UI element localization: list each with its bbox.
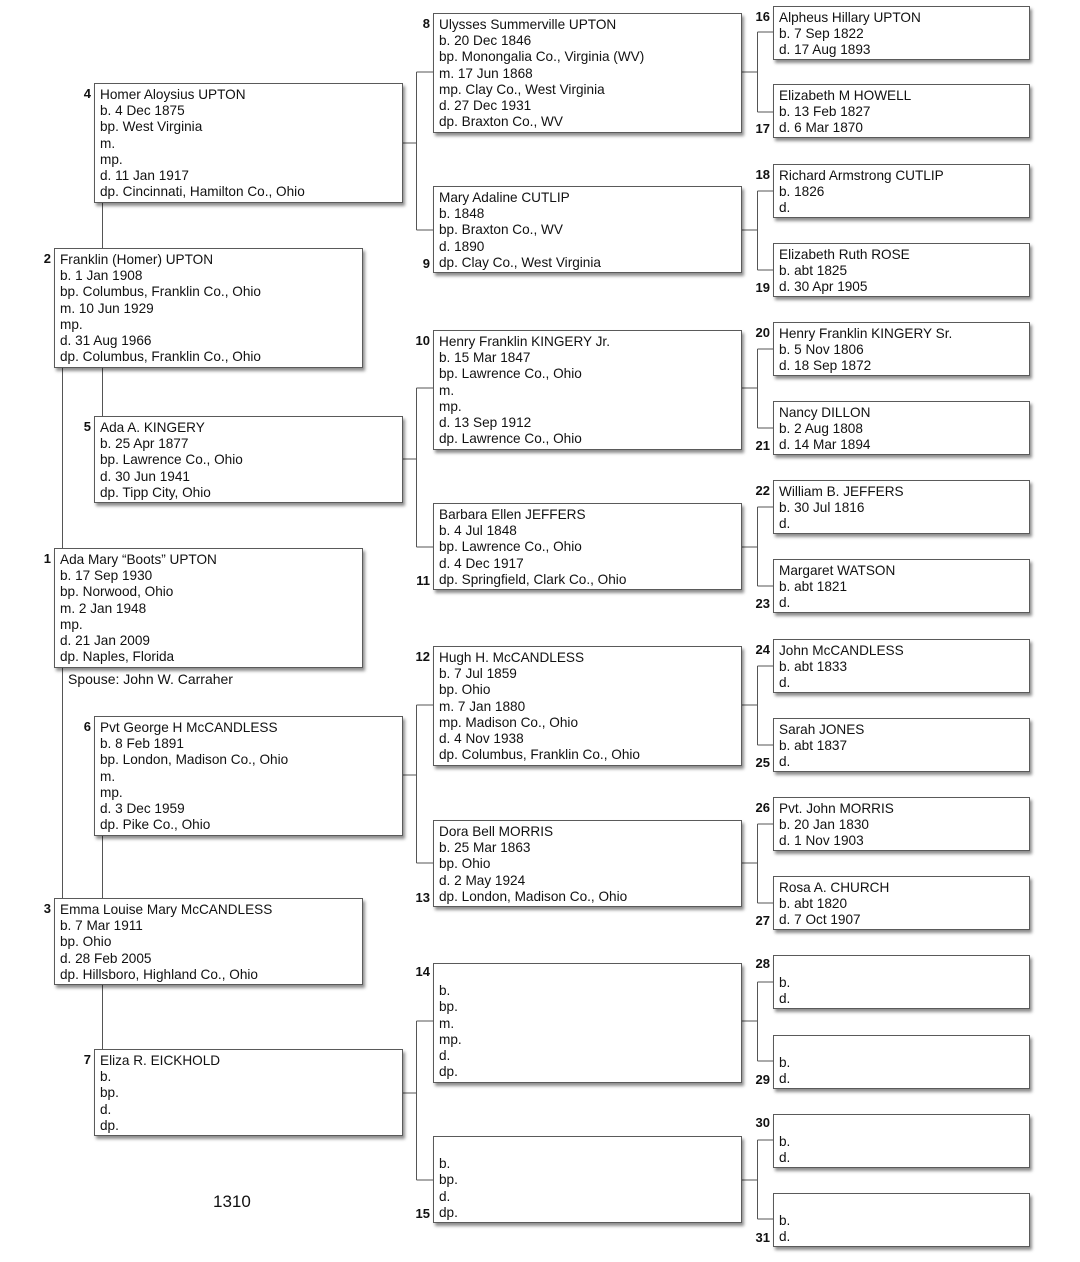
person-detail: bp. Ohio [60,934,112,950]
person-number-8: 8 [422,16,430,31]
person-detail: bp. [439,1172,458,1188]
connector-8 [742,32,773,112]
person-number-1: 1 [43,551,51,566]
person-number-10: 10 [415,333,430,348]
person-detail: bp. Norwood, Ohio [60,584,174,600]
person-box-9 [433,186,742,273]
person-name: Eliza R. EICKHOLD [100,1053,221,1068]
person-detail: b. 7 Sep 1822 [779,26,864,42]
person-detail: m. [439,1015,455,1031]
person-detail: d. 14 Mar 1894 [779,437,871,453]
person-detail: b. abt 1821 [779,579,848,595]
person-number-21: 21 [755,438,770,453]
person-detail: b. [439,983,451,999]
person-detail: b. 2 Aug 1808 [779,421,863,437]
person-detail: mp. Clay Co., West Virginia [439,81,605,97]
connector-10 [742,349,773,428]
person-detail: dp. [100,1117,119,1133]
person-detail: b. 4 Dec 1875 [100,103,185,119]
person-number-28: 28 [755,956,770,971]
person-detail: d. 30 Jun 1941 [100,468,190,484]
person-box-27 [773,876,1030,930]
person-name: Elizabeth M HOWELL [779,88,912,103]
person-name [779,1118,1024,1134]
person-detail: dp. Springfield, Clark Co., Ohio [439,571,627,587]
person-detail: b. 17 Sep 1930 [60,568,153,584]
person-number-7: 7 [83,1052,91,1067]
person-number-24: 24 [755,642,770,657]
person-detail: dp. Columbus, Franklin Co., Ohio [60,349,261,365]
person-name: Ulysses Summerville UPTON [439,17,617,32]
person-detail: dp. [439,1204,458,1220]
person-detail: d. [779,200,791,216]
person-detail: d. 7 Oct 1907 [779,912,861,928]
person-detail: m. [439,382,455,398]
connector-12 [742,666,773,745]
person-detail: dp. Naples, Florida [60,649,175,665]
person-name: Homer Aloysius UPTON [100,87,246,102]
person-detail: b. 25 Apr 1877 [100,436,189,452]
person-detail: d. 13 Sep 1912 [439,415,532,430]
person-detail: dp. Tipp City, Ohio [100,484,211,500]
person-detail: mp. [439,1031,462,1047]
connector-14 [742,982,773,1061]
person-name: Henry Franklin KINGERY Sr. [779,326,953,341]
person-box-21 [773,401,1030,455]
person-detail: dp. Columbus, Franklin Co., Ohio [439,747,640,763]
connector-5 [402,388,433,547]
person-box-12 [433,646,742,766]
person-detail: dp. London, Madison Co., Ohio [439,888,628,904]
person-box-22 [773,480,1030,534]
person-detail: b. 1848 [439,206,485,222]
connector-7 [402,1021,433,1180]
person-detail: b. 1 Jan 1908 [60,268,143,284]
person-box-30 [773,1114,1030,1168]
person-box-26 [773,797,1030,851]
person-detail: dp. Lawrence Co., Ohio [439,431,582,447]
person-number-15: 15 [415,1206,430,1221]
person-detail: d. 1890 [439,238,485,254]
person-detail: d. [100,1101,112,1117]
person-name: William B. JEFFERS [779,484,904,499]
person-name: Henry Franklin KINGERY Jr. [439,334,610,349]
person-detail: bp. Ohio [439,856,491,872]
person-detail: b. 25 Mar 1863 [439,840,531,856]
person-detail: mp. [100,784,123,800]
person-box-3 [54,898,363,985]
person-detail: b. 7 Jul 1859 [439,666,517,682]
person-name: Ada A. KINGERY [100,420,205,435]
person-number-30: 30 [755,1115,770,1130]
person-number-18: 18 [755,167,770,182]
person-detail: bp. [100,1085,119,1101]
person-box-20 [773,322,1030,376]
person-number-3: 3 [43,901,51,916]
person-name: Nancy DILLON [779,405,871,420]
person-name: Elizabeth Ruth ROSE [779,247,910,262]
person-box-23 [773,559,1030,613]
person-detail: d. 27 Dec 1931 [439,98,532,113]
person-detail: mp. [60,316,83,332]
person-number-11: 11 [416,573,430,588]
person-detail: mp. [100,151,123,167]
person-name: Ada Mary “Boots” UPTON [60,552,217,567]
person-name [779,1039,1024,1055]
person-detail: bp. West Virginia [100,119,203,135]
person-number-22: 22 [755,483,770,498]
person-number-9: 9 [422,256,430,271]
spouse-label: Spouse: John W. Carraher [68,671,233,687]
person-detail: b. 4 Jul 1848 [439,523,517,539]
person-number-12: 12 [415,649,430,664]
person-detail: b. 20 Dec 1846 [439,33,532,49]
person-detail: b. [779,1055,791,1071]
person-detail: m. 2 Jan 1948 [60,600,147,616]
person-number-29: 29 [755,1072,770,1087]
person-number-4: 4 [83,86,91,101]
person-number-27: 27 [755,913,770,928]
person-number-5: 5 [83,419,91,434]
person-detail: b. 7 Mar 1911 [60,918,143,934]
person-detail: b. abt 1825 [779,263,848,279]
person-name: Richard Armstrong CUTLIP [779,168,944,183]
connector-11 [742,507,773,586]
person-detail: mp. [60,616,83,632]
person-number-20: 20 [755,325,770,340]
person-detail: bp. Lawrence Co., Ohio [100,452,243,468]
person-box-5 [94,416,403,503]
person-box-29 [773,1035,1030,1089]
person-number-26: 26 [755,800,770,815]
connector-9 [742,191,773,270]
person-detail: b. [439,1156,451,1172]
person-box-15 [433,1136,742,1223]
person-detail: m. [100,768,116,784]
person-detail: b. [779,1213,791,1229]
person-name: Alpheus Hillary UPTON [779,10,921,25]
person-number-23: 23 [755,596,770,611]
person-box-1 [54,548,363,668]
person-detail: bp. [439,999,458,1015]
person-name [779,1197,1024,1213]
person-detail: d. 17 Aug 1893 [779,42,871,58]
person-number-25: 25 [755,755,770,770]
page-number: 1310 [213,1192,251,1211]
person-detail: d. 6 Mar 1870 [779,120,863,136]
person-box-24 [773,639,1030,693]
person-detail: b. [100,1069,112,1085]
person-box-8 [433,13,742,133]
person-number-2: 2 [43,251,51,266]
person-detail: bp. Ohio [439,682,491,698]
person-detail: b. 20 Jan 1830 [779,817,869,833]
person-name: Hugh H. McCANDLESS [439,650,585,665]
person-detail: d. [779,754,791,770]
person-detail: dp. Braxton Co., WV [439,114,563,130]
person-number-17: 17 [755,121,770,136]
person-detail: mp. Madison Co., Ohio [439,714,579,730]
person-number-13: 13 [415,890,430,905]
person-detail: mp. [439,398,462,414]
person-detail: b. abt 1833 [779,659,848,675]
person-box-17 [773,84,1030,138]
person-detail: d. 18 Sep 1872 [779,358,872,374]
person-detail: b. 15 Mar 1847 [439,350,531,366]
connector-13 [742,824,773,903]
person-detail: d. 28 Feb 2005 [60,950,152,966]
person-box-4 [94,83,403,203]
person-name [439,967,736,983]
person-name: Pvt George H McCANDLESS [100,720,278,735]
person-detail: d. 1 Nov 1903 [779,833,864,849]
person-detail: b. 8 Feb 1891 [100,736,184,752]
person-detail: d. [779,1150,791,1166]
person-name: Pvt. John MORRIS [779,801,894,816]
person-name: Sarah JONES [779,722,865,737]
person-detail: dp. Cincinnati, Hamilton Co., Ohio [100,184,305,200]
person-detail: d. [779,1071,791,1087]
person-detail: d. 31 Aug 1966 [60,333,152,348]
person-detail: dp. Pike Co., Ohio [100,817,211,833]
person-box-25 [773,718,1030,772]
person-box-31 [773,1193,1030,1247]
person-box-19 [773,243,1030,297]
person-detail: d. [779,595,791,611]
person-detail: bp. Columbus, Franklin Co., Ohio [60,284,261,300]
person-box-2 [54,248,363,368]
person-name: Barbara Ellen JEFFERS [439,507,586,522]
person-name: Mary Adaline CUTLIP [439,190,570,205]
person-name: Rosa A. CHURCH [779,880,890,895]
person-number-6: 6 [83,719,91,734]
person-detail: b. abt 1837 [779,738,848,754]
person-box-14 [433,963,742,1083]
person-detail: m. [100,135,116,151]
person-detail: b. 1826 [779,184,825,200]
person-detail: dp. [439,1064,458,1080]
person-detail: m. 17 Jun 1868 [439,65,533,81]
person-detail: d. [779,516,791,532]
person-detail: d. 4 Dec 1917 [439,555,524,571]
person-detail: m. 7 Jan 1880 [439,698,526,714]
person-detail: d. [779,1229,791,1245]
person-detail: b. abt 1820 [779,896,848,912]
person-detail: d. 3 Dec 1959 [100,801,185,816]
person-name [439,1140,736,1156]
person-detail: bp. Lawrence Co., Ohio [439,366,582,382]
connector-4 [402,72,433,230]
person-detail: d. 4 Nov 1938 [439,731,524,746]
person-number-31: 31 [755,1230,770,1245]
person-name: John McCANDLESS [779,643,904,658]
person-name: Margaret WATSON [779,563,896,578]
person-detail: b. [779,1134,791,1150]
person-name: Dora Bell MORRIS [439,824,554,839]
person-detail: d. [779,675,791,691]
person-box-11 [433,503,742,590]
person-number-14: 14 [415,964,430,979]
person-box-7 [94,1049,403,1136]
person-detail: bp. Braxton Co., WV [439,222,563,238]
person-detail: bp. London, Madison Co., Ohio [100,752,289,768]
person-name [779,959,1024,975]
person-detail: d. 30 Apr 1905 [779,279,868,295]
person-box-10 [433,330,742,450]
person-detail: bp. Lawrence Co., Ohio [439,539,582,555]
person-box-6 [94,716,403,836]
person-detail: d. [439,1188,451,1204]
person-detail: m. 10 Jun 1929 [60,300,154,316]
person-box-16 [773,6,1030,60]
person-number-19: 19 [755,280,770,295]
person-detail: d. [779,991,791,1007]
person-detail: d. 2 May 1924 [439,872,526,888]
connector-15 [742,1140,773,1219]
person-name: Emma Louise Mary McCANDLESS [60,902,273,917]
person-detail: d. [439,1048,451,1063]
person-detail: d. 21 Jan 2009 [60,633,150,648]
person-detail: d. 11 Jan 1917 [100,168,189,183]
person-box-13 [433,820,742,907]
person-name: Franklin (Homer) UPTON [60,252,214,267]
person-detail: b. 5 Nov 1806 [779,342,864,358]
person-detail: dp. Hillsboro, Highland Co., Ohio [60,966,258,982]
person-box-18 [773,164,1030,218]
person-detail: b. 30 Jul 1816 [779,500,865,516]
person-detail: b. [779,975,791,991]
person-detail: dp. Clay Co., West Virginia [439,254,601,270]
connector-6 [402,705,433,863]
person-detail: b. 13 Feb 1827 [779,104,871,120]
person-detail: bp. Monongalia Co., Virginia (WV) [439,49,645,65]
person-number-16: 16 [755,9,770,24]
person-box-28 [773,955,1030,1009]
